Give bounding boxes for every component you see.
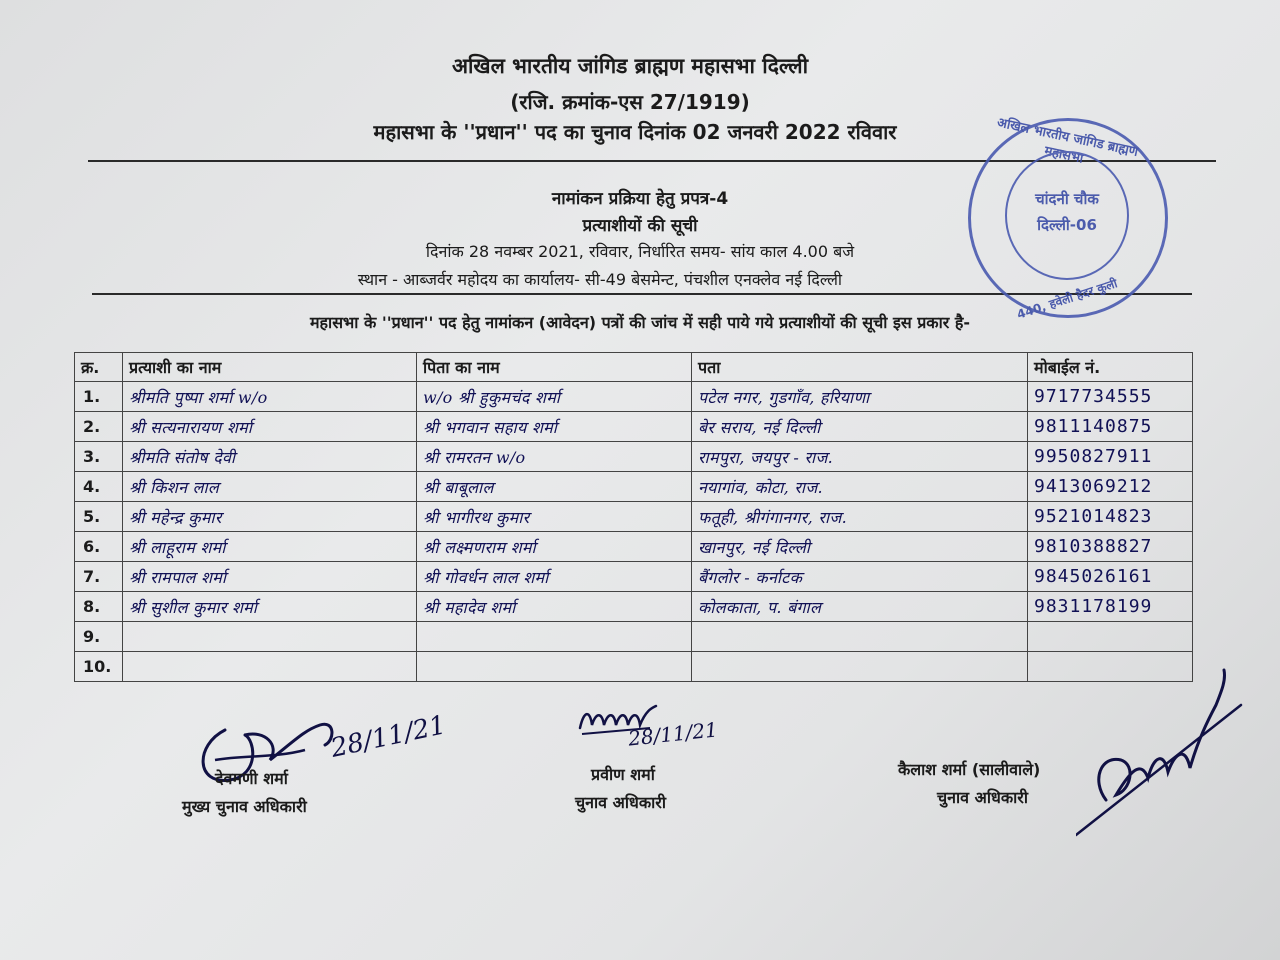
registration-number: (रजि. क्रमांक-एस 27/1919): [510, 90, 750, 114]
serial-cell: 1.: [75, 382, 123, 412]
father-name-cell: श्री रामरतन w/o: [417, 442, 692, 472]
serial-cell: 8.: [75, 592, 123, 622]
mobile-cell: 9717734555: [1028, 382, 1193, 412]
serial-cell: 5.: [75, 502, 123, 532]
address-cell: बैंगलोर - कर्नाटक: [692, 562, 1028, 592]
table-row: [75, 382, 1193, 412]
candidate-name-cell: [123, 622, 417, 652]
serial-cell: 3.: [75, 442, 123, 472]
mobile-cell: 9845026161: [1028, 562, 1193, 592]
mobile-cell: 9831178199: [1028, 592, 1193, 622]
candidate-name-cell: श्रीमति संतोष देवी: [123, 442, 417, 472]
office-stamp: [968, 115, 1168, 322]
candidate-name-cell: श्री सत्यनारायण शर्मा: [123, 412, 417, 442]
table-row: [75, 592, 1193, 622]
mobile-cell: 9810388827: [1028, 532, 1193, 562]
father-name-cell: w/o श्री हुकुमचंद शर्मा: [417, 382, 692, 412]
stamp-ring-bottom-text: 440, हवेली हैदर कुली: [1015, 276, 1120, 322]
candidate-name-cell: श्री किशन लाल: [123, 472, 417, 502]
table-row: [75, 622, 1193, 652]
mobile-cell: 9413069212: [1028, 472, 1193, 502]
serial-cell: 7.: [75, 562, 123, 592]
serial-cell: 6.: [75, 532, 123, 562]
stamp-center-line2: दिल्ली-06: [1037, 216, 1097, 234]
father-name-cell: श्री गोवर्धन लाल शर्मा: [417, 562, 692, 592]
mobile-cell: 9950827911: [1028, 442, 1193, 472]
stamp-ring-top-text: अखिल भारतीय जांगिड ब्राह्मण महासभा: [995, 115, 1140, 167]
venue-line: स्थान - आब्जर्वर महोदय का कार्यालय- सी-49 बेसमेन्ट, पंचशील एनक्लेव नई दिल्ली: [357, 270, 843, 289]
date-line: दिनांक 28 नवम्बर 2021, रविवार, निर्धारित समय- सांय काल 4.00 बजे: [425, 242, 855, 261]
header-candidate-name: प्रत्याशी का नाम: [123, 353, 417, 382]
address-cell: बेर सराय, नई दिल्ली: [692, 412, 1028, 442]
mobile-cell: 9521014823: [1028, 502, 1193, 532]
table-row: [75, 502, 1193, 532]
mobile-cell: 9811140875: [1028, 412, 1193, 442]
officer1-signature-date: 28/11/21: [626, 717, 719, 751]
officer1-role: चुनाव अधिकारी: [575, 793, 666, 812]
table-row: [75, 532, 1193, 562]
header-father-name: पिता का नाम: [417, 353, 692, 382]
stamp-center-line1: चांदनी चौक: [1035, 190, 1099, 208]
chief-officer-role: मुख्य चुनाव अधिकारी: [182, 797, 307, 816]
organization-title: अखिल भारतीय जांगिड ब्राह्मण महासभा दिल्ली: [451, 54, 809, 78]
candidate-name-cell: श्री रामपाल शर्मा: [123, 562, 417, 592]
officer2-name: कैलाश शर्मा (सालीवाले): [898, 760, 1041, 779]
header-mobile: मोबाईल नं.: [1028, 353, 1193, 382]
chief-officer-name: देवमणी शर्मा: [215, 769, 288, 788]
officer1-name: प्रवीण शर्मा: [591, 765, 655, 784]
table-row: [75, 412, 1193, 442]
list-title: प्रत्याशीयों की सूची: [582, 216, 698, 236]
form-title: नामांकन प्रक्रिया हेतु प्रपत्र-4: [551, 189, 729, 209]
stamp-inner-circle: [1005, 151, 1129, 280]
mobile-cell: [1028, 622, 1193, 652]
address-cell: रामपुरा, जयपुर - राज.: [692, 442, 1028, 472]
header-serial: क्र.: [75, 353, 123, 382]
serial-cell: 2.: [75, 412, 123, 442]
chief-signature-date: 28/11/21: [328, 710, 449, 764]
father-name-cell: श्री भागीरथ कुमार: [417, 502, 692, 532]
father-name-cell: [417, 622, 692, 652]
candidate-table: [74, 352, 1193, 682]
father-name-cell: श्री बाबूलाल: [417, 472, 692, 502]
address-cell: फतूही, श्रीगंगानगर, राज.: [692, 502, 1028, 532]
father-name-cell: श्री भगवान सहाय शर्मा: [417, 412, 692, 442]
serial-cell: 4.: [75, 472, 123, 502]
address-cell: पटेल नगर, गुडगाँव, हरियाणा: [692, 382, 1028, 412]
intro-line: महासभा के ''प्रधान'' पद हेतु नामांकन (आवेदन) पत्रों की जांच में सही पाये गये प्रत्याशीयों की सूची इस प्रकार है-: [309, 313, 970, 332]
table-row: [75, 442, 1193, 472]
serial-cell: 9.: [75, 622, 123, 652]
table-row: [75, 562, 1193, 592]
candidate-name-cell: श्री महेन्द्र कुमार: [123, 502, 417, 532]
officer2-role: चुनाव अधिकारी: [937, 788, 1028, 807]
candidate-name-cell: [123, 652, 417, 682]
address-cell: नयागांव, कोटा, राज.: [692, 472, 1028, 502]
address-cell: [692, 652, 1028, 682]
address-cell: कोलकाता, प. बंगाल: [692, 592, 1028, 622]
father-name-cell: श्री लक्ष्मणराम शर्मा: [417, 532, 692, 562]
candidate-name-cell: श्रीमति पुष्पा शर्मा w/o: [123, 382, 417, 412]
father-name-cell: [417, 652, 692, 682]
election-announcement: महासभा के ''प्रधान'' पद का चुनाव दिनांक 02 जनवरी 2022 रविवार: [373, 120, 897, 144]
table-header-row: [75, 353, 1193, 382]
serial-cell: 10.: [75, 652, 123, 682]
address-cell: [692, 622, 1028, 652]
candidate-name-cell: श्री सुशील कुमार शर्मा: [123, 592, 417, 622]
address-cell: खानपुर, नई दिल्ली: [692, 532, 1028, 562]
officer2-signature: [1076, 660, 1256, 840]
header-address: पता: [692, 353, 1028, 382]
table-row: [75, 472, 1193, 502]
candidate-name-cell: श्री लाहूराम शर्मा: [123, 532, 417, 562]
father-name-cell: श्री महादेव शर्मा: [417, 592, 692, 622]
table-row: [75, 652, 1193, 682]
